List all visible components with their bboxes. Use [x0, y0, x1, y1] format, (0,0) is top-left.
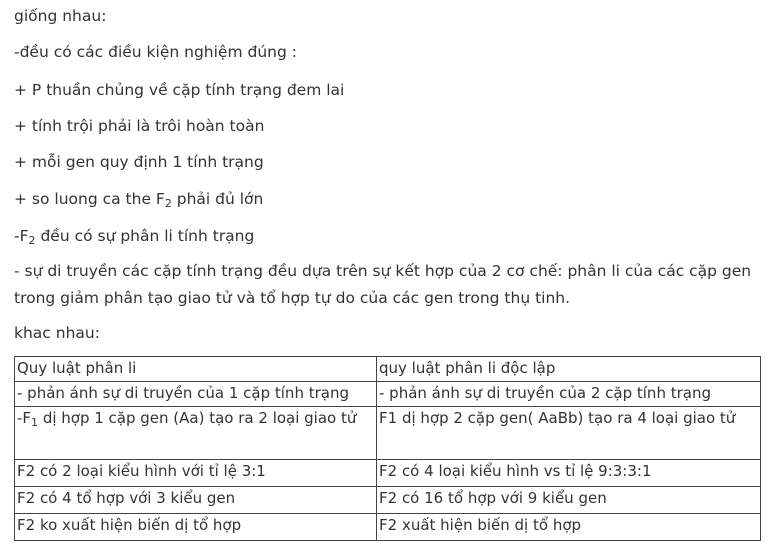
table-row — [15, 382, 761, 407]
comparison-table — [14, 356, 761, 541]
sample-size-text-b: phải đủ lớn — [171, 190, 264, 208]
table-row — [15, 460, 761, 487]
table-cell: F2 có 4 loại kiểu hình vs tỉ lệ 9:3:3:1 — [377, 460, 761, 487]
mechanism-paragraph: - sự di truyền các cặp tính trạng đều dựa trên sự kết hợp của 2 cơ chế: phân li của các cặp gen trong giảm phân tạo giao tử và tổ hợp tự do của các gen trong thụ tinh. — [14, 262, 752, 307]
table-header-cell: Quy luật phân li — [15, 357, 377, 382]
table-cell — [15, 407, 377, 460]
table-row — [15, 407, 761, 460]
table-cell: - phản ánh sự di truyền của 1 cặp tính trạng — [15, 382, 377, 407]
f2-segregation-text-a: -F — [14, 227, 29, 245]
table-cell: - phản ánh sự di truyền của 2 cặp tính trạng — [377, 382, 761, 407]
f2-segregation-text-b: đều có sự phân li tính trạng — [35, 227, 255, 245]
f1-text-b: dị hợp 1 cặp gen (Aa) tạo ra 2 loại giao tử — [38, 409, 357, 427]
condition-complete-dominance: + tính trội phải là trôi hoàn toàn — [14, 117, 265, 135]
table-cell: F2 có 2 loại kiểu hình với tỉ lệ 3:1 — [15, 460, 377, 487]
conditions-line: -đều có các điều kiện nghiệm đúng : — [14, 43, 297, 61]
table-cell: F2 xuất hiện biến dị tổ hợp — [377, 514, 761, 541]
table-cell: F1 dị hợp 2 cặp gen( AaBb) tạo ra 4 loại giao tử — [377, 407, 761, 460]
heading-similarities: giống nhau: — [14, 7, 107, 25]
sample-size-text-a: + so luong ca the F — [14, 190, 165, 208]
heading-differences: khac nhau: — [14, 324, 100, 342]
table-row — [15, 357, 761, 382]
condition-sample-size — [14, 188, 263, 210]
table-row — [15, 487, 761, 514]
f2-segregation-line — [14, 225, 254, 247]
f1-text-a: -F — [17, 409, 32, 427]
table-cell: F2 có 4 tổ hợp với 3 kiểu gen — [15, 487, 377, 514]
f2-segregation-subscript: 2 — [28, 234, 36, 247]
table-header-cell: quy luật phân li độc lập — [377, 357, 761, 382]
table-cell: F2 ko xuất hiện biến dị tổ hợp — [15, 514, 377, 541]
condition-one-gene-one-trait: + mỗi gen quy định 1 tính trạng — [14, 153, 264, 171]
table-cell: F2 có 16 tổ hợp với 9 kiểu gen — [377, 487, 761, 514]
sample-size-subscript: 2 — [164, 197, 172, 210]
condition-pure-breed: + P thuần chủng về cặp tính trạng đem lai — [14, 81, 345, 99]
f1-subscript: 1 — [31, 416, 39, 429]
table-row — [15, 514, 761, 541]
